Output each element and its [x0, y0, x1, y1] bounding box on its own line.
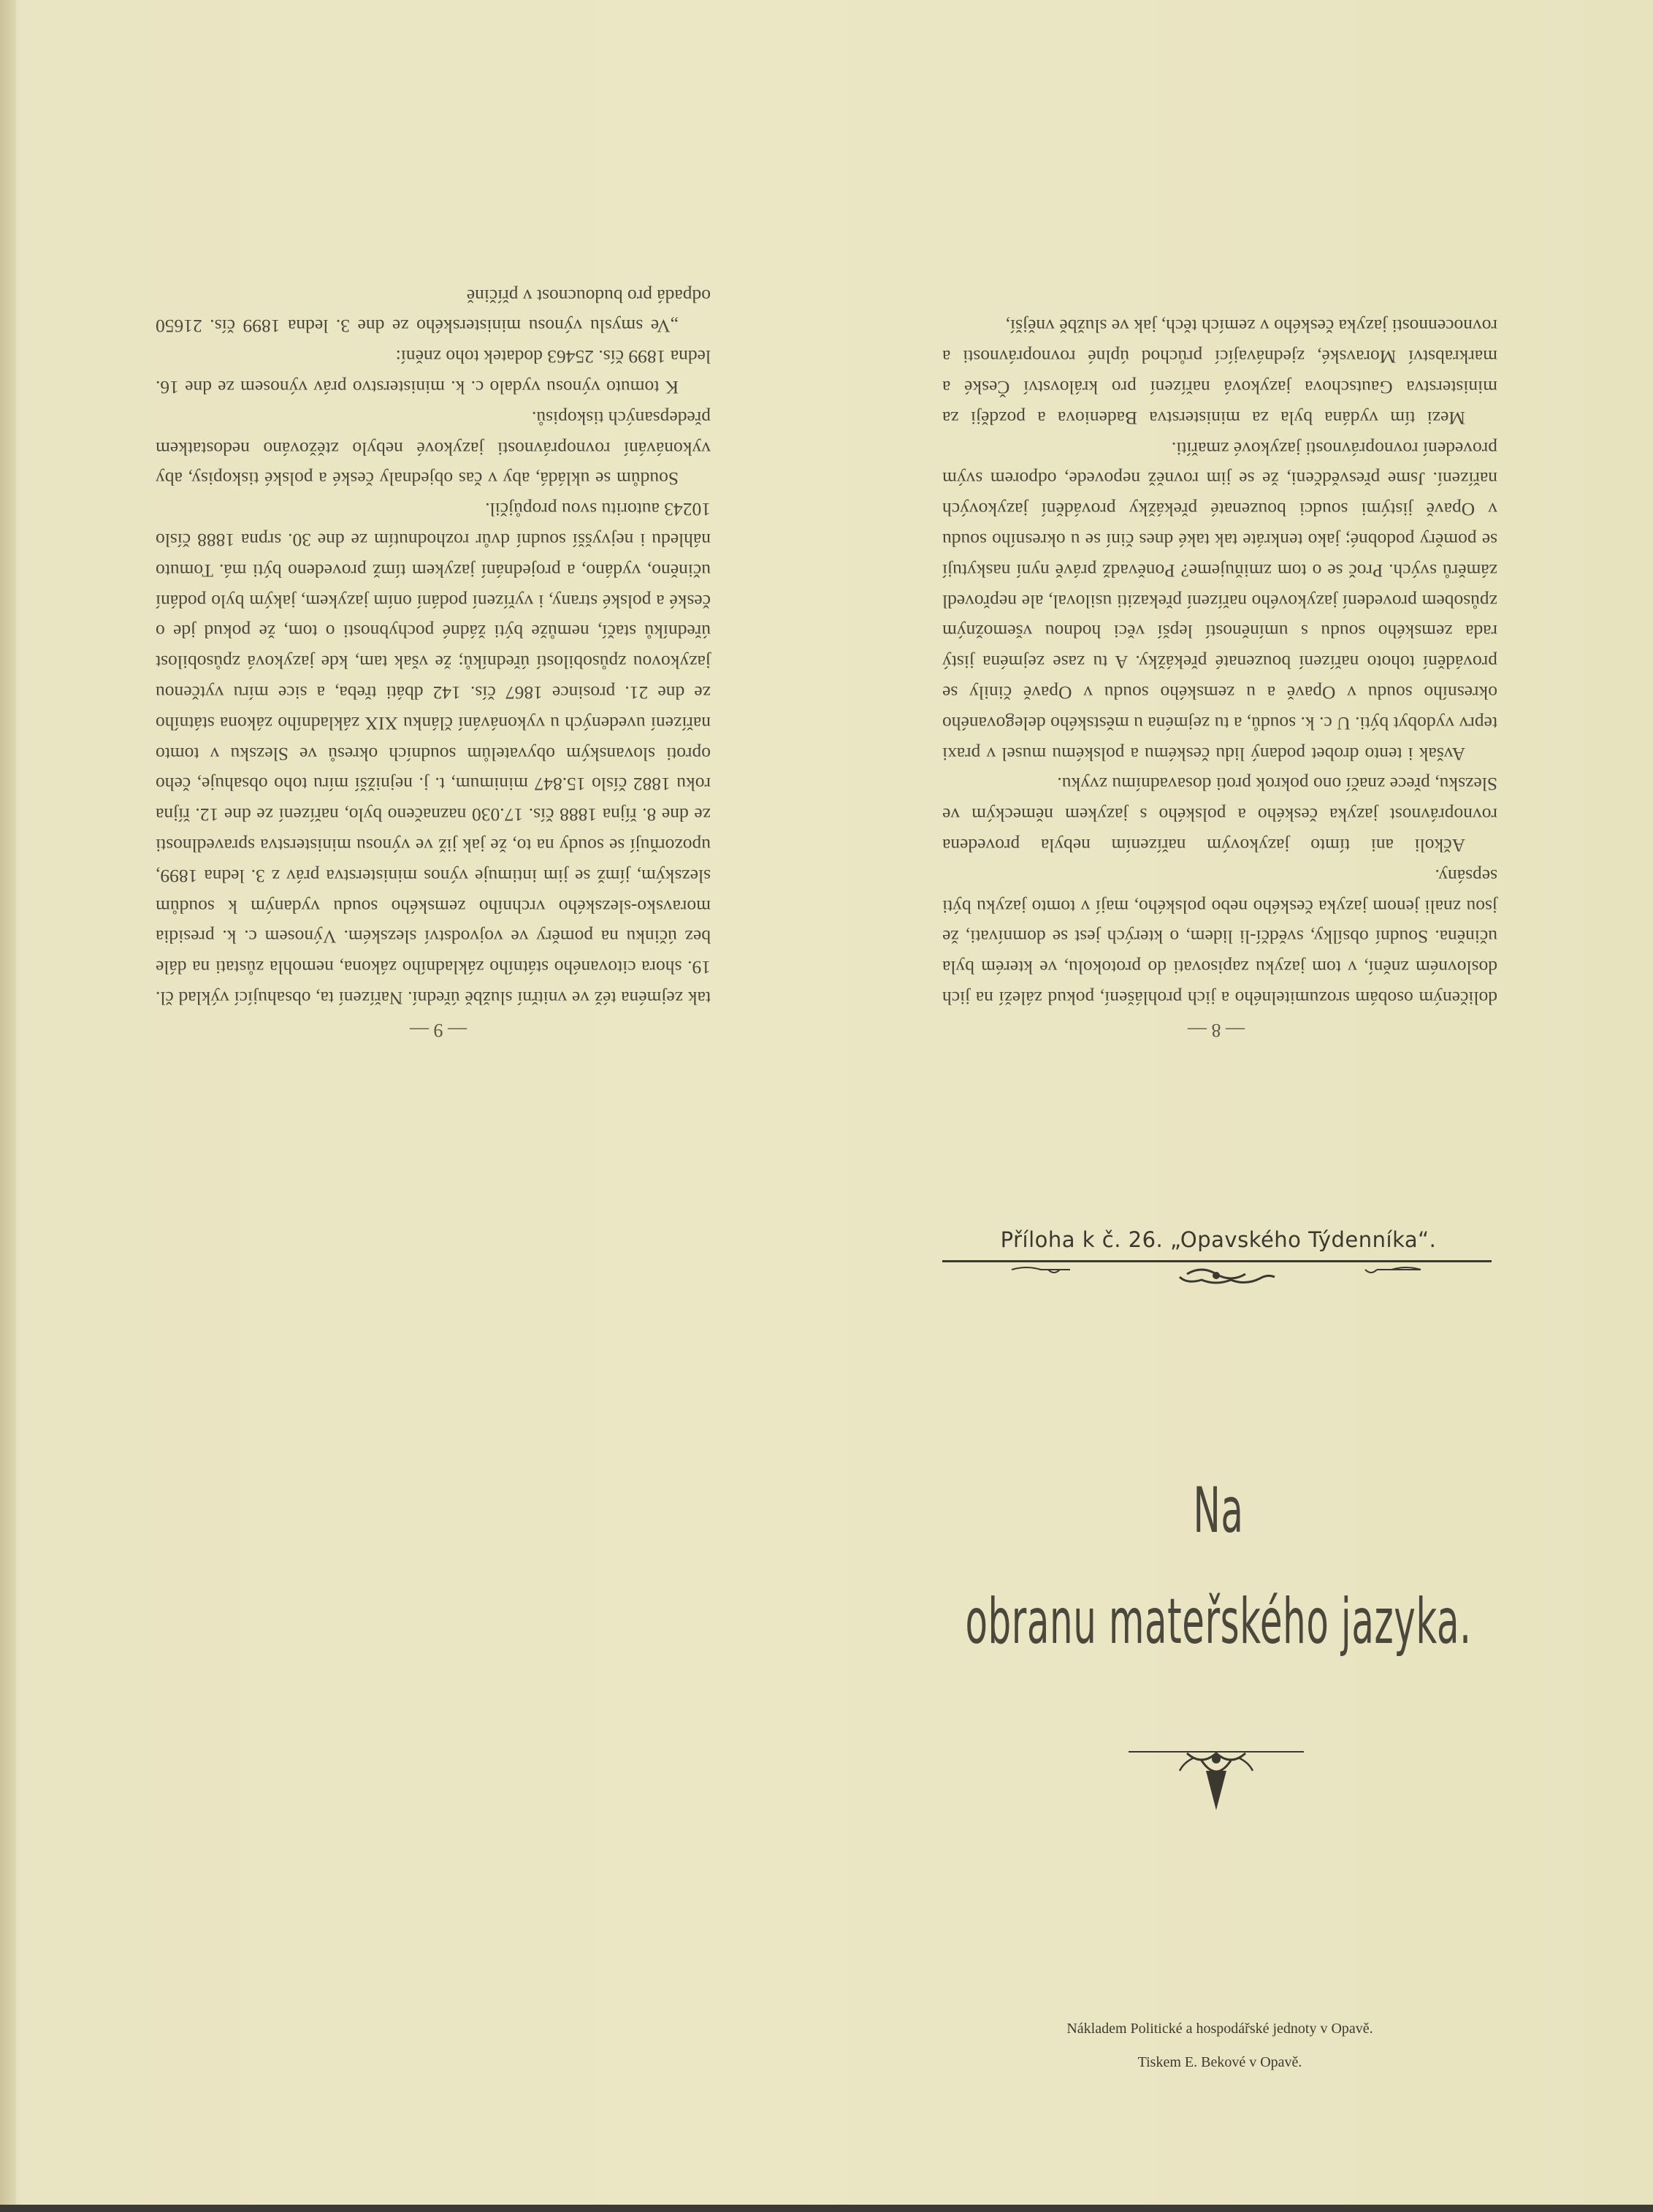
- right-paragraph-4: Mezi tím vydána byla za ministerstva Badeniova a později za ministerstva Gautschova jazyková nařízení pro království České a markrabství Moravské, zjednávající průchod úplné rovnoprávnosti a rovnocennosti jazyka českého v zemích těch, jak ve službě vnější,: [942, 316, 1497, 429]
- right-paragraph-3: Avšak i tento drobet podaný lidu českému a polskému musel v praxi teprv vydobyt býti. U c. k. soudů, a tu zejména u městského delegovaného okresního soudu v Opavě a u zemského soudu v Opavě činily se provádění tohoto nařízení bouzenaté překážky. A tu zase zejména jistý rada zemského soudu s umíněností lepší věci hodnou všemožným způsobem provedení jazykového nařízení překaziti usiloval, ale nepřovedl záměrů svých. Proč se o tom zmiňujeme? Poněvadž právě nyní naskytují se poměry podobné; jako tenkráte tak také dnes činí se u okresního soudu v Opavě jistými soudci bouzenaté překážky provádění jazykových nařízení. Jsme přesvědčeni, že se jim rovněž nepovede, odporem svým provedení rovnoprávnosti jazykové zmaříti.: [942, 438, 1497, 765]
- publisher-imprint: Nákladem Politické a hospodářské jednoty v Opavě.: [1066, 2021, 1373, 2037]
- supplement-heading: Příloha k č. 26. „Opavského Týdenníka“.: [1000, 1227, 1437, 1252]
- left-paragraph-3: K tomuto výnosu vydalo c. k. ministerstvo práv výnosem ze dne 16. ledna 1899 čís. 25463 dodatek toho znění:: [156, 346, 711, 399]
- ornament-divider-top: [997, 1264, 1435, 1290]
- left-paragraph-4: „Ve smyslu výnosu ministerského ze dne 3. ledna 1899 čís. 21650 odpadá pro budoucnost v příčině: [156, 285, 711, 337]
- printer-imprint: Tiskem E. Bekové v Opavě.: [1137, 2054, 1302, 2070]
- left-page-number: — 9 —: [410, 1020, 467, 1041]
- title-line-1: Na: [1193, 1474, 1244, 1547]
- title-line-2: obranu mateřského jazyka.: [965, 1585, 1472, 1658]
- right-paragraph-2: Ačkoli ani tímto jazykovým nařízením nebyla provedena rovnoprávnost jazyka českého a polského s jazykem německým ve Slezsku, přece značí ono pokrok proti dosavadnímu zvyku.: [942, 774, 1497, 857]
- left-page-text: [156, 140, 711, 1013]
- left-paragraph-2: Soudům se ukládá, aby v čas objednaly české a polské tiskopisy, aby vykonávání rovnoprávnosti jazykové nebylo ztěžováno nedostatkem předepsaných tiskopisů.: [156, 407, 711, 490]
- left-paragraph-1: tak zejména též ve vnitřní službě úřední. Nařízení ta, obsahující výklad čl. 19. shora citovaného státního základního zákona, nemohla zůstati na dále bez účinku na poměry ve vojvodství slezském. Výnosem c. k. presidia moravsko-slezského vrchního zemského soudu vydaným k soudům slezským, jímž se jim intimuje výnos ministerstva práv z 3. ledna 1899, upozorňují se soudy na to, že jak již ve výnosu ministerstva spravedlnosti ze dne 8. října 1888 čís. 17.030 naznačeno bylo, nařízení ze dne 12. října roku 1882 číslo 15.847 minimum, t. j. nejnižší míru toho obsahuje, čeho oproti slovanským obyvatelům soudních okresů ve Slezsku v tomto nařízení uvedených u vykonávání článku XIX základního zákona státního ze dne 21. prosince 1867 čís. 142 dbáti třeba, a sice míru vytčenou jazykovou způsobilostí úředníků; že však tam, kde jazyková způsobilost úředníků stačí, nemůže býti žádné pochybnosti o tom, že pokud jde o české a polské strany, i vyřízení podání oním jazykem, jakým bylo podání učiněno, vydáno, a projednání jazykem tímž provedeno býti má. Tomuto náhledu i nejvyšší soudní dvůr rozhodnutím ze dne 30. srpna 1888 číslo 10243 autoritu svou propůjčil.: [156, 499, 711, 1009]
- right-page-number: — 8 —: [1188, 1020, 1245, 1041]
- right-page-text: [942, 140, 1497, 1013]
- binding-edge: [0, 0, 16, 2212]
- supplement-rule: [942, 1260, 1492, 1262]
- ornament-fleuron: [1129, 1737, 1304, 1818]
- page-bottom-edge: [0, 2205, 1653, 2212]
- right-paragraph-1: doličeným osobám srozumitelného a jich prohlášení, pokud záleží na jich doslovném znění, v tom jazyku zapisovati do protokolu, ve kterém byla učiněna. Soudní obsílky, svědčí-li lidem, o kterých jest se domnívati, že jsou znali jenom jazyka českého nebo polského, mají v tomto jazyku býti sepsány.: [942, 865, 1497, 1009]
